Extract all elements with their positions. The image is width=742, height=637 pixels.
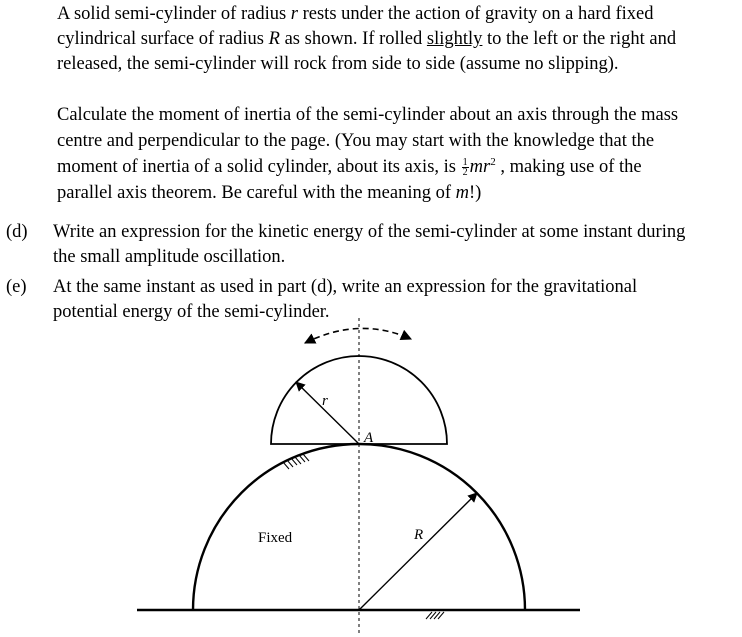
part-d-line-1: Write an expression for the kinetic energy of the semi-cylinder at some instant during (53, 222, 686, 242)
part-e-line-1: At the same instant as used in part (d), write an expression for the gravitational (53, 277, 638, 297)
fraction-denominator: 2 (462, 167, 468, 179)
text-run: rests under the action of gravity on a hard fixed (297, 4, 654, 24)
text-run: to the left or the right and (482, 29, 677, 49)
exponent: 2 (490, 155, 496, 168)
part-d-line-2: the small amplitude oscillation. (53, 247, 286, 267)
symbol-mr: mr (469, 157, 491, 177)
text-run: !) (469, 183, 482, 203)
radius-R-arrow (359, 493, 477, 610)
label-R: R (414, 527, 424, 543)
underlined-word: slightly (426, 29, 483, 49)
label-A: A (364, 430, 374, 446)
part-d-label: (d) (6, 222, 28, 242)
inertia-line-1: Calculate the moment of inertia of the semi-cylinder about an axis through the mass (57, 105, 679, 125)
part-e-line-2: potential energy of the semi-cylinder. (53, 302, 330, 322)
text-run: moment of inertia of a solid cylinder, about its axis, is (57, 157, 461, 177)
fraction-numerator: 1 (462, 157, 468, 169)
part-e-label: (e) (6, 277, 27, 297)
ground-hatch-marks (426, 612, 444, 619)
text-run: , making use of the (495, 157, 642, 177)
inertia-line-2: centre and perpendicular to the page. (You may start with the knowledge that the (57, 131, 655, 151)
symbol-r: r (290, 4, 298, 24)
symbol-R: R (268, 29, 280, 49)
text-run: cylindrical surface of radius (57, 29, 269, 49)
rocking-arrow (305, 328, 411, 343)
symbol-m: m (455, 183, 470, 203)
intro-line-3: released, the semi-cylinder will rock from side to side (assume no slipping). (57, 54, 619, 74)
label-fixed: Fixed (258, 530, 293, 546)
radius-r-arrow (296, 382, 359, 444)
semi-cylinder (271, 356, 447, 444)
text-run: parallel axis theorem. Be careful with the meaning of (57, 183, 456, 203)
text-run: as shown. If rolled (279, 29, 427, 49)
label-r: r (322, 393, 328, 409)
text-run: A solid semi-cylinder of radius (57, 4, 291, 24)
